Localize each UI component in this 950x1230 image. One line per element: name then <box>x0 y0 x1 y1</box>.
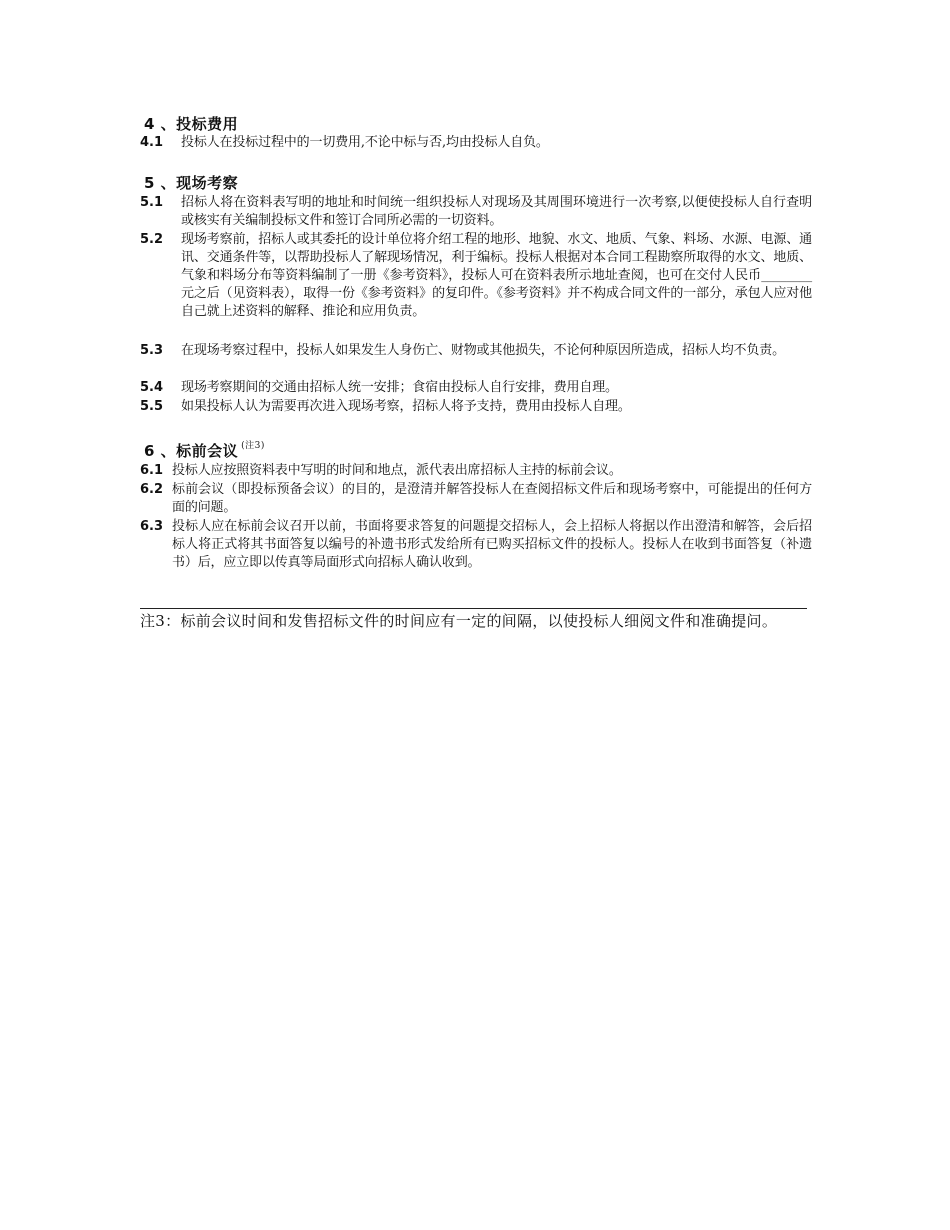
clause-text: 标前会议（即投标预备会议）的目的，是澄清并解答投标人在查阅招标文件后和现场考察中，可能提出的任何方面的问题。 <box>172 482 812 515</box>
footnote-text: 注3：标前会议时间和发售招标文件的时间应有一定的间隔，以使投标人细阅文件和准确提问。 <box>140 612 778 630</box>
section-6-title-text: 6 、标前会议 <box>144 442 239 460</box>
section-5-title: 5 、现场考察 <box>144 174 239 192</box>
footnote-marker: (注3) <box>241 441 265 451</box>
clause-5-2 <box>140 231 812 321</box>
clause-6-2 <box>140 481 812 517</box>
clause-text: 投标人在投标过程中的一切费用,不论中标与否,均由投标人自负。 <box>181 135 549 150</box>
footnote-divider <box>140 608 807 609</box>
section-4-title: 4 、投标费用 <box>144 115 239 133</box>
clause-number: 6.3 <box>140 519 164 534</box>
clause-6-1 <box>140 462 812 480</box>
clause-number: 5.2 <box>140 232 164 247</box>
clause-number: 6.2 <box>140 482 164 497</box>
clause-text: 在现场考察过程中，投标人如果发生人身伤亡、财物或其他损失，不论何种原因所造成，招标人均不负责。 <box>181 343 785 358</box>
clause-text: 如果投标人认为需要再次进入现场考察，招标人将予支持，费用由投标人自理。 <box>181 399 631 414</box>
clause-5-4 <box>140 379 812 397</box>
clause-5-3 <box>140 342 812 360</box>
clause-text: 现场考察期间的交通由招标人统一安排；食宿由投标人自行安排，费用自理。 <box>181 380 618 395</box>
clause-text: 投标人应按照资料表中写明的时间和地点，派代表出席招标人主持的标前会议。 <box>172 463 622 478</box>
clause-number: 4.1 <box>140 135 164 150</box>
clause-number: 5.4 <box>140 380 164 395</box>
clause-5-1 <box>140 194 812 230</box>
clause-6-3 <box>140 518 812 572</box>
clause-5-5 <box>140 398 812 416</box>
clause-4-1 <box>140 134 812 152</box>
clause-number: 5.3 <box>140 343 164 358</box>
clause-number: 5.1 <box>140 195 164 210</box>
clause-number: 5.5 <box>140 399 164 414</box>
clause-text: 招标人将在资料表写明的地址和时间统一组织投标人对现场及其周围环境进行一次考察,以便使投标人自行查明或核实有关编制投标文件和签订合同所必需的一切资料。 <box>181 195 812 228</box>
clause-number: 6.1 <box>140 463 164 478</box>
section-6-title <box>144 441 265 464</box>
clause-text: 投标人应在标前会议召开以前，书面将要求答复的问题提交招标人，会上招标人将据以作出澄清和解答，会后招标人将正式将其书面答复以编号的补遗书形式发给所有已购买招标文件的投标人。投标人在收到书面答复（补遗书）后，应立即以传真等局面形式向招标人确认收到。 <box>172 519 812 570</box>
clause-text: 现场考察前，招标人或其委托的设计单位将介绍工程的地形、地貌、水文、地质、气象、料场、水源、电源、通讯、交通条件等，以帮助投标人了解现场情况，利于编标。投标人根据对本合同工程勘察所取得的水文、地质、气象和料场分布等资料编制了一册《参考资料》，投标人可在资料表所示地址查阅，也可在交付人民币________元之后（见资料表），取得一份《参考资料》的复印件。《参考资料》并不构成合同文件的一部分，承包人应对他自己就上述资料的解释、推论和应用负责。 <box>181 232 812 319</box>
